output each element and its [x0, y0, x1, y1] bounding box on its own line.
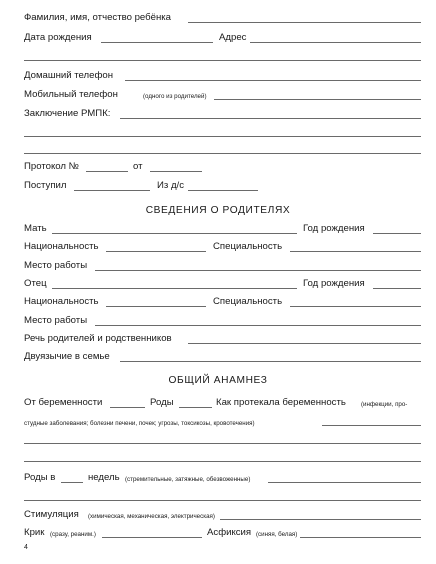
- father-specialty-label: Специальность: [213, 296, 283, 307]
- birth-date-field[interactable]: [101, 42, 213, 43]
- father-workplace-field[interactable]: [95, 325, 421, 326]
- cry-field[interactable]: [102, 537, 202, 538]
- from-kindergarten-label: Из д/с: [157, 180, 185, 191]
- pregnancy-course-note: (инфекции, про-: [361, 401, 408, 408]
- pregnancy-course-label: Как протекала беременность: [216, 397, 346, 408]
- mother-nationality-field[interactable]: [106, 251, 206, 252]
- asphyxia-field[interactable]: [300, 537, 421, 538]
- mother-specialty-field[interactable]: [290, 251, 421, 252]
- asphyxia-note: (синяя, белая): [256, 531, 298, 538]
- mother-workplace-field[interactable]: [95, 270, 421, 271]
- weeks-number-field[interactable]: [61, 482, 83, 483]
- birth-type-field[interactable]: [268, 482, 421, 483]
- father-birth-year-label: Год рождения: [303, 278, 365, 289]
- father-label: Отец: [24, 278, 47, 289]
- rmpk-line-3[interactable]: [24, 153, 421, 154]
- mobile-phone-field[interactable]: [214, 99, 421, 100]
- pregnancy-label: От беременности: [24, 397, 103, 408]
- father-field[interactable]: [52, 288, 297, 289]
- protocol-label: Протокол №: [24, 161, 79, 172]
- mother-nationality-label: Национальность: [24, 241, 99, 252]
- parents-speech-label: Речь родителей и родственников: [24, 333, 172, 344]
- mother-workplace-label: Место работы: [24, 260, 88, 271]
- father-specialty-field[interactable]: [290, 306, 421, 307]
- cry-note: (сразу, реаним.): [50, 531, 96, 538]
- admitted-field[interactable]: [74, 190, 150, 191]
- mother-field[interactable]: [52, 233, 297, 234]
- asphyxia-label: Асфиксия: [207, 527, 252, 538]
- mother-specialty-label: Специальность: [213, 241, 283, 252]
- father-nationality-label: Национальность: [24, 296, 99, 307]
- weeks-note: (стремительные, затяжные, обезвоженные): [125, 476, 251, 483]
- address-field[interactable]: [250, 42, 421, 43]
- bilingual-label: Двуязычие в семье: [24, 351, 110, 362]
- pregnancy-course-field[interactable]: [322, 425, 421, 426]
- pregnancy-number-field[interactable]: [110, 407, 145, 408]
- rmpk-label: Заключение РМПК:: [24, 108, 111, 119]
- child-name-field[interactable]: [188, 22, 421, 23]
- stimulation-note: (химическая, механическая, электрическая): [88, 513, 215, 520]
- protocol-number-field[interactable]: [86, 171, 128, 172]
- births-label: Роды: [150, 397, 174, 408]
- mobile-phone-note: (одного из родителей): [143, 93, 207, 100]
- rmpk-field[interactable]: [120, 118, 421, 119]
- child-name-label: Фамилия, имя, отчество ребёнка: [24, 12, 172, 23]
- mother-birth-year-field[interactable]: [373, 233, 421, 234]
- pregnancy-course-line-3[interactable]: [24, 461, 421, 462]
- rmpk-line-2[interactable]: [24, 136, 421, 137]
- father-birth-year-field[interactable]: [373, 288, 421, 289]
- births-number-field[interactable]: [179, 407, 212, 408]
- mobile-phone-label: Мобильный телефон: [24, 89, 118, 100]
- stimulation-field[interactable]: [220, 519, 421, 520]
- mother-birth-year-label: Год рождения: [303, 223, 365, 234]
- birth-in-label: Роды в: [24, 472, 56, 483]
- stimulation-label: Стимуляция: [24, 509, 79, 520]
- mother-label: Мать: [24, 223, 47, 234]
- from-label: от: [133, 161, 143, 172]
- birth-type-line-2[interactable]: [24, 500, 421, 501]
- protocol-date-field[interactable]: [150, 171, 202, 172]
- pregnancy-course-note-2: студные заболевания; болезни печени, почек; угрозы, токсикозы, кровотечения): [24, 420, 255, 427]
- parents-speech-field[interactable]: [188, 343, 421, 344]
- pregnancy-course-line-2[interactable]: [24, 443, 421, 444]
- address-label: Адрес: [219, 32, 247, 43]
- weeks-label: недель: [88, 472, 120, 483]
- father-nationality-field[interactable]: [106, 306, 206, 307]
- birth-date-label: Дата рождения: [24, 32, 92, 43]
- father-workplace-label: Место работы: [24, 315, 88, 326]
- page-number: 4: [24, 544, 28, 551]
- anamnesis-heading: ОБЩИЙ АНАМНЕЗ: [168, 375, 268, 386]
- bilingual-field[interactable]: [120, 361, 421, 362]
- admitted-label: Поступил: [24, 180, 67, 191]
- from-kindergarten-field[interactable]: [188, 190, 258, 191]
- home-phone-field[interactable]: [125, 80, 421, 81]
- home-phone-label: Домашний телефон: [24, 70, 114, 81]
- parents-heading: СВЕДЕНИЯ О РОДИТЕЛЯХ: [145, 205, 291, 216]
- address-continuation-line[interactable]: [24, 60, 421, 61]
- cry-label: Крик: [24, 527, 45, 538]
